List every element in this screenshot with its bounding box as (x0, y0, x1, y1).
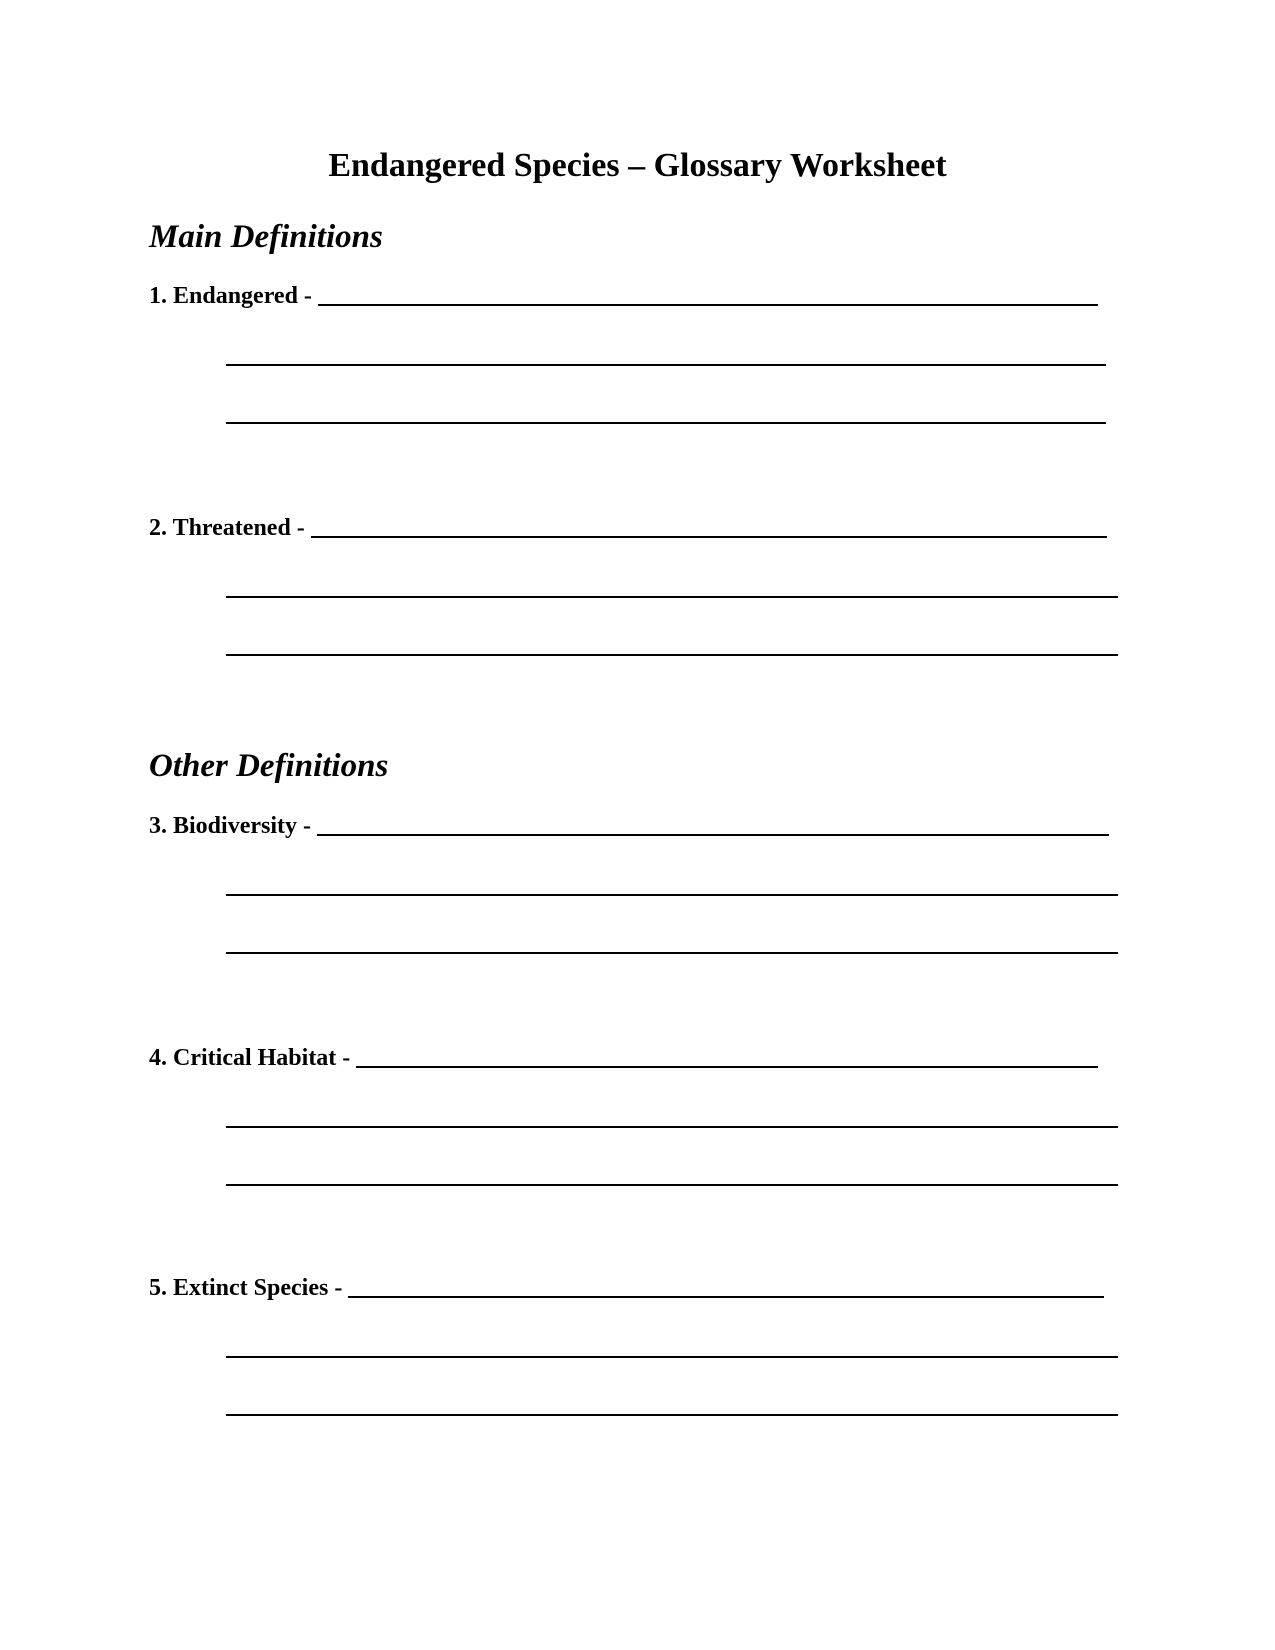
answer-line[interactable] (311, 536, 1107, 538)
answer-line[interactable] (226, 654, 1118, 656)
answer-line[interactable] (226, 1356, 1118, 1358)
answer-line[interactable] (226, 596, 1118, 598)
term-row (149, 806, 1109, 840)
answer-line[interactable] (356, 1066, 1098, 1068)
answer-line[interactable] (226, 364, 1106, 366)
term-label: 5. Extinct Species - (149, 1275, 343, 1301)
answer-line[interactable] (317, 834, 1109, 836)
section-heading-other: Other Definitions (149, 748, 389, 784)
term-row (149, 1038, 1098, 1072)
answer-line[interactable] (318, 304, 1098, 306)
term-row (149, 508, 1107, 542)
answer-line[interactable] (226, 894, 1118, 896)
answer-line[interactable] (226, 422, 1106, 424)
term-label: 2. Threatened - (149, 515, 305, 541)
section-heading-main: Main Definitions (149, 219, 383, 255)
answer-line[interactable] (226, 1184, 1118, 1186)
answer-line[interactable] (226, 1126, 1118, 1128)
term-row (149, 276, 1098, 310)
term-row (149, 1268, 1104, 1302)
answer-line[interactable] (348, 1296, 1104, 1298)
answer-line[interactable] (226, 952, 1118, 954)
term-label: 3. Biodiversity - (149, 813, 311, 839)
term-label: 1. Endangered - (149, 283, 312, 309)
answer-line[interactable] (226, 1414, 1118, 1416)
worksheet-title: Endangered Species – Glossary Worksheet (328, 147, 947, 184)
term-label: 4. Critical Habitat - (149, 1045, 351, 1071)
